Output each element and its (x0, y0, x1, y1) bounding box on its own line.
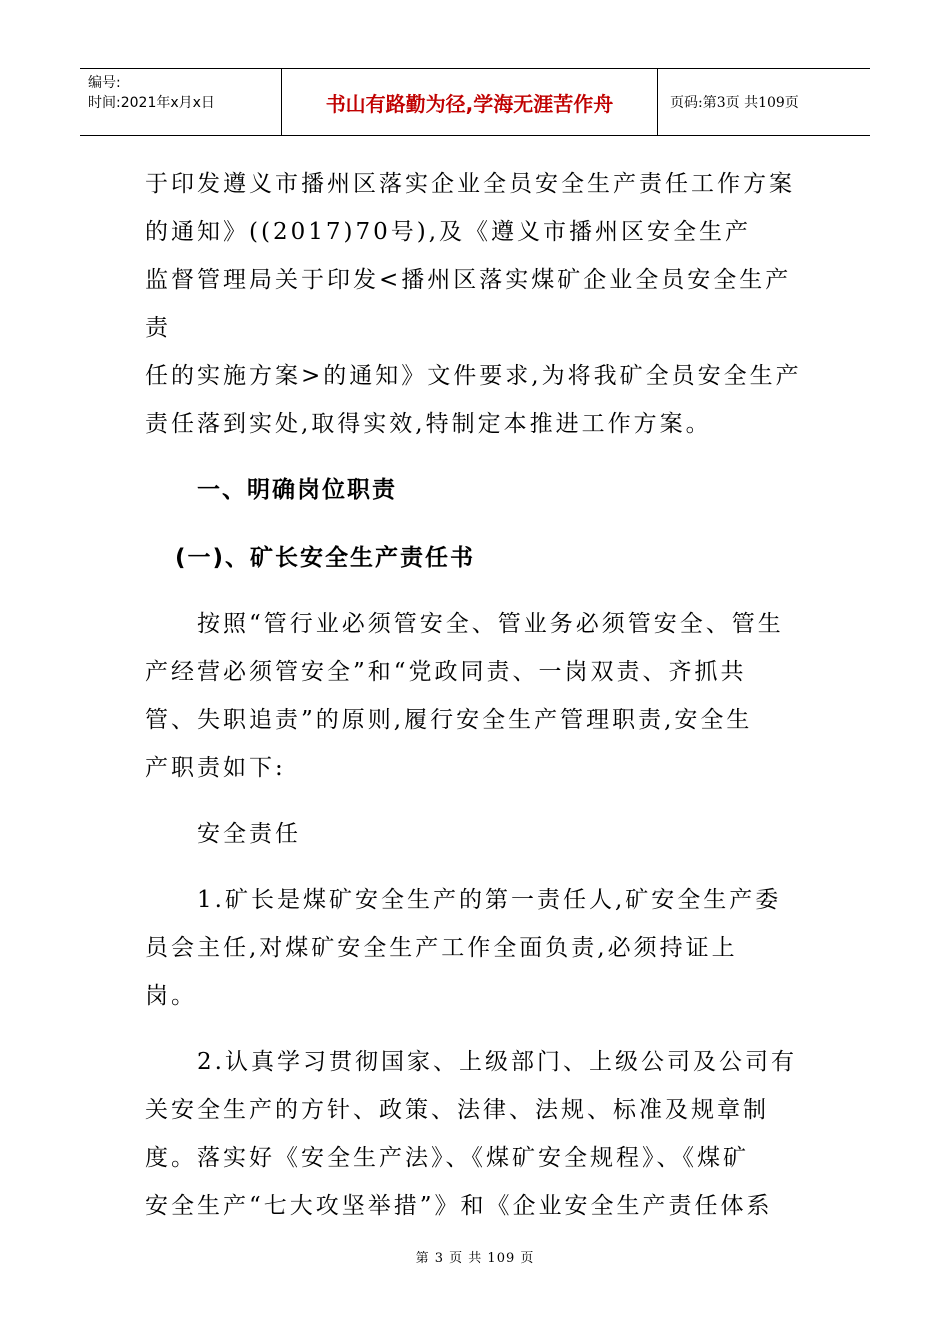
intro-line: 于印发遵义市播州区落实企业全员安全生产责任工作方案 (145, 171, 795, 197)
safety-label: 安全责任 (197, 821, 301, 847)
page-footer: 第 3 页 共 109 页 (415, 1251, 535, 1266)
section-heading: 一、明确岗位职责 (197, 477, 397, 503)
header-page-code: 页码:第3页 共109页 (670, 95, 799, 111)
item-line: 2.认真学习贯彻国家、上级部门、上级公司及公司有 (197, 1049, 797, 1075)
header-number: 编号: (88, 75, 121, 91)
intro-line: 任的实施方案>的通知》文件要求,为将我矿全员安全生产 (145, 363, 802, 389)
item-line: 员会主任,对煤矿安全生产工作全面负责,必须持证上 (145, 935, 738, 961)
document-body (145, 160, 810, 1230)
intro-line: 责任落到实处,取得实效,特制定本推进工作方案。 (145, 411, 712, 437)
paragraph-line: 产职责如下: (145, 755, 286, 781)
header-time: 时间:2021年x月x日 (88, 95, 215, 111)
page-header (80, 68, 870, 136)
paragraph-line: 产经营必须管安全”和“党政同责、一岗双责、齐抓共 (145, 659, 747, 685)
intro-line: 的通知》((2017)70号),及《遵义市播州区安全生产 (145, 219, 752, 245)
header-motto: 书山有路勤为径,学海无涯苦作舟 (282, 69, 658, 135)
item-line: 安全生产“七大攻坚举措”》和《企业安全生产责任体系 (145, 1193, 773, 1219)
paragraph-line: 按照“管行业必须管安全、管业务必须管安全、管生 (197, 611, 784, 637)
item-line: 1.矿长是煤矿安全生产的第一责任人,矿安全生产委 (197, 887, 782, 913)
item-line: 度。落实好《安全生产法》、《煤矿安全规程》、《煤矿 (145, 1145, 749, 1171)
header-meta (80, 69, 282, 135)
item-line: 岗。 (145, 983, 197, 1009)
subsection-heading: (一)、矿长安全生产责任书 (175, 545, 476, 571)
paragraph-line: 管、失职追责”的原则,履行安全生产管理职责,安全生 (145, 707, 753, 733)
item-line: 关安全生产的方针、政策、法律、法规、标准及规章制 (145, 1097, 769, 1123)
intro-line: 监督管理局关于印发<播州区落实煤矿企业全员安全生产责 (145, 267, 792, 341)
